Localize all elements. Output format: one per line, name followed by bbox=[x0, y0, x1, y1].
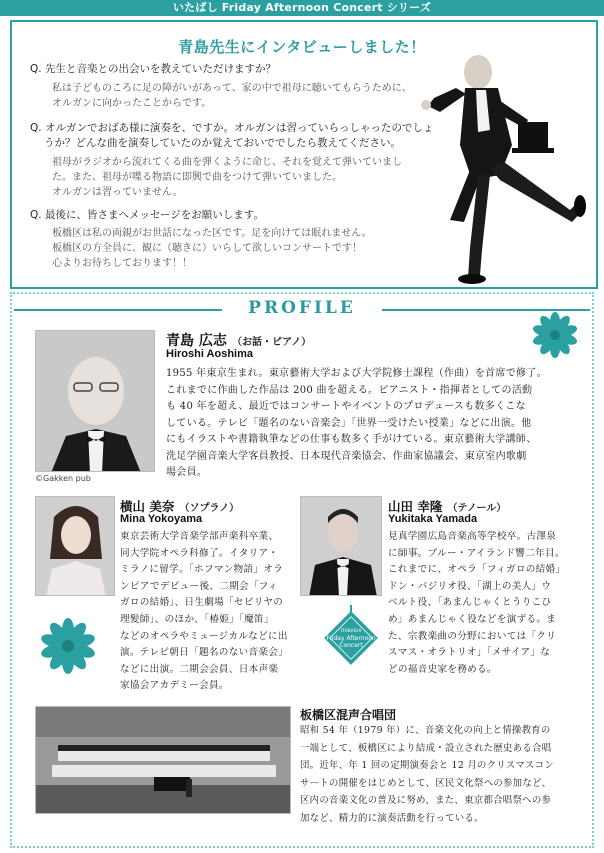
question-3: Q. 最後に、皆さまへメッセージをお願いします。 bbox=[30, 209, 264, 221]
aoshima-role: （お話・ピアノ） bbox=[231, 337, 312, 348]
answer-2-line-1: 祖母がラジオから流れてくる曲を弾くように命じ、それを覚えて弾いていまし bbox=[52, 157, 402, 168]
yamada-role: （テノール） bbox=[447, 503, 507, 514]
aoshima-portrait bbox=[35, 330, 155, 472]
answer-2-line-2: た。また、祖母が喋る物語に即興で曲をつけて弾いていました。 bbox=[52, 172, 342, 183]
aoshima-bio-line: 場会員。 bbox=[166, 467, 208, 478]
yamada-bio-line: ベルト役、「あまんじゃくとうりこひ bbox=[388, 597, 552, 609]
aoshima-dancing-photo bbox=[420, 50, 590, 285]
yokoyama-bio-line: 理髪師」、のほか、「椿姫」「魔笛」 bbox=[120, 613, 274, 625]
aoshima-bio bbox=[166, 366, 584, 482]
choir-bio-line: 加など、精力的に演奏活動を行っている。 bbox=[300, 812, 484, 824]
question-2-line-2: うか？どんな曲を演奏していたのか覚えておいででしたら教えてください。 bbox=[44, 137, 401, 149]
choir-bio-line: 団。近年、年 1 回の定期演奏会と 12 月のクリスマスコン bbox=[300, 760, 555, 772]
yokoyama-bio-line: などに出演。二期会会員、日本声楽 bbox=[120, 663, 279, 675]
aoshima-name-jp: 青島 広志 bbox=[166, 333, 227, 349]
choir-bio-line: 区内の音楽文化の普及に努め、また、東京都合唱祭への参 bbox=[300, 795, 552, 807]
yokoyama-bio-line: 家協会アカデミー会員。 bbox=[120, 680, 229, 692]
yamada-bio-line: スマス・オラトリオ」「メサイア」な bbox=[388, 647, 551, 659]
yamada-bio-line: ドン・バジリオ役、「湖上の美人」ウ bbox=[388, 580, 552, 592]
yamada-bio-line: た、宗教楽曲の分野においては「クリ bbox=[388, 630, 557, 642]
question-2-line-1: Q. オルガンでおばあ様に演奏を、ですか。オルガンは習っていらっしゃったのでしょ bbox=[30, 122, 434, 134]
yokoyama-portrait bbox=[35, 496, 115, 596]
answer-3-line-3: 心よりお待ちしております！！ bbox=[52, 258, 192, 269]
yamada-bio bbox=[388, 529, 588, 678]
aoshima-bio-line: 1955 年東京生まれ。東京藝術大学および大学院修士課程（作曲）を首席で修了。 bbox=[166, 368, 547, 379]
yokoyama-bio-line: ガロの結婚」、日生劇場「セビリヤの bbox=[120, 597, 284, 609]
yokoyama-bio bbox=[120, 529, 300, 695]
yokoyama-bio-line: ミラノに留学。「ホフマン物語」オラ bbox=[120, 564, 284, 576]
badge-small-text: ITABASHI bbox=[340, 629, 362, 634]
yokoyama-bio-line: 同大学院オペラ科修了。イタリア・ bbox=[120, 547, 279, 559]
aoshima-name-row bbox=[166, 330, 311, 350]
yokoyama-role: （ソプラノ） bbox=[179, 503, 240, 514]
yokoyama-bio-line: 東京芸術大学音楽学部声楽科卒業、 bbox=[120, 531, 279, 542]
aoshima-name-en: Hiroshi Aoshima bbox=[166, 348, 253, 360]
concert-badge bbox=[318, 605, 384, 671]
answer-1-line-2: オルガンに向かったことからです。 bbox=[52, 98, 212, 109]
choir-bio bbox=[300, 722, 588, 828]
yamada-bio-line: に師事。ブルー・アイランド響二年目。 bbox=[388, 547, 565, 559]
yamada-bio-line: これまでに、オペラ「フィガロの結婚」 bbox=[388, 564, 566, 576]
choir-bio-line: サートの開催をはじめとして、区民文化祭への参加など、 bbox=[300, 777, 552, 789]
interview-title: 青島先生にインタビューしました！ bbox=[178, 38, 426, 56]
flower-ornament-icon bbox=[40, 618, 96, 674]
yokoyama-name-jp: 横山 美奈 bbox=[120, 499, 175, 514]
aoshima-bio-line: も 40 年を超え、最近ではコンサートやイベントのプロデュースも数多くこな bbox=[166, 401, 526, 412]
yokoyama-bio-line: ンピアでデビュー後、二期会「フィ bbox=[120, 580, 278, 592]
yamada-bio-line: 見真学園広島音楽高等学校卒。古澤泉 bbox=[388, 531, 557, 542]
yamada-bio-line: どの福音史家を務める。 bbox=[388, 663, 497, 675]
series-title: いたばし Friday Afternoon Concert シリーズ bbox=[0, 0, 604, 16]
aoshima-bio-line: これまでに作曲した作品は 200 曲を超える。ピアニスト・指揮者としての活動 bbox=[166, 384, 533, 396]
choir-photo bbox=[35, 706, 291, 814]
answer-3-line-1: 板橋区は私の両親がお世話になった区です。足を向けては眠れません。 bbox=[52, 228, 372, 239]
yamada-name-en: Yukitaka Yamada bbox=[388, 513, 478, 525]
flower-ornament-icon bbox=[532, 312, 578, 358]
choir-bio-line: 一端として、板橋区により結成・設立された歴史ある合唱 bbox=[300, 742, 552, 754]
yokoyama-bio-line: 演。テレビ朝日「題名のない音楽会」 bbox=[120, 647, 289, 659]
yamada-name-jp: 山田 幸隆 bbox=[388, 499, 443, 514]
aoshima-bio-line: 洗足学園音楽大学客員教授、日本現代音楽協会、作曲家協議会、東京室内歌劇 bbox=[166, 450, 527, 462]
answer-3-line-2: 板橋区の方全員に、観に（聴きに）いらして欲しいコンサートです！ bbox=[52, 243, 362, 254]
answer-1-line-1: 私は子どものころに足の障がいがあって、家の中で祖母に聴いてもらうために、 bbox=[52, 83, 412, 94]
aoshima-bio-line: している。テレビ「題名のない音楽会」「世界一受けたい授業」などに出演。他 bbox=[166, 417, 532, 429]
profile-title: PROFILE bbox=[222, 298, 382, 318]
yamada-bio-line: め」あまんじゃく役などを演ずる。ま bbox=[388, 613, 557, 625]
question-1: Q. 先生と音楽との出会いを教えていただけますか？ bbox=[30, 63, 276, 75]
aoshima-bio-line: にもイラストや書籍執筆などの仕事も数多く手がけている。東京藝術大学講師、 bbox=[166, 434, 537, 445]
photo-credit: ©Gakken pub bbox=[35, 474, 91, 483]
badge-label: Friday Afternoon Concert bbox=[326, 635, 376, 649]
yokoyama-bio-line: などのオペラやミュージカルなどに出 bbox=[120, 630, 288, 642]
choir-name: 板橋区混声合唱団 bbox=[300, 708, 397, 722]
choir-bio-line: 昭和 54 年（1979 年）に、音楽文化の向上と情操教育の bbox=[300, 725, 551, 736]
yokoyama-name-en: Mina Yokoyama bbox=[120, 513, 203, 525]
answer-2-line-3: オルガンは習っていません。 bbox=[52, 187, 183, 198]
yamada-portrait bbox=[300, 496, 382, 596]
